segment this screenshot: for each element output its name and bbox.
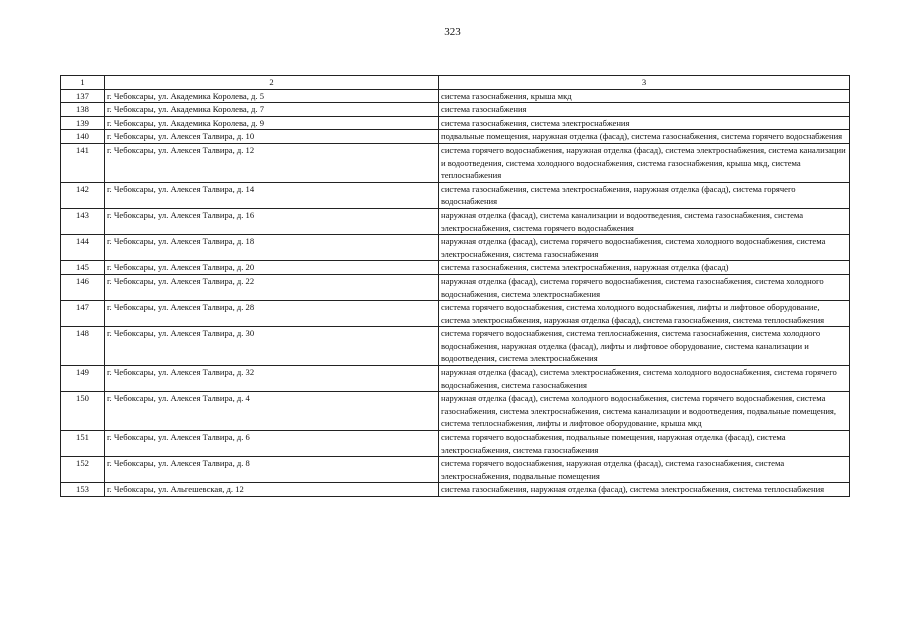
- works-cell: система газоснабжения, наружная отделка (фасад), система электроснабжения, система теплоснабжения: [439, 483, 850, 497]
- row-number: 138: [61, 103, 105, 117]
- row-number: 149: [61, 366, 105, 392]
- table-row: [61, 130, 850, 144]
- column-number-2: 2: [105, 76, 439, 90]
- address-cell: г. Чебоксары, ул. Алексея Талвира, д. 4: [105, 392, 439, 431]
- table-row: [61, 301, 850, 327]
- row-number: 148: [61, 327, 105, 366]
- works-cell: система горячего водоснабжения, система теплоснабжения, система газоснабжения, система холодного водоснабжения, наружная отделка (фасад), лифты и лифтовое оборудование, система канализации и водоотведения, система электроснабжения: [439, 327, 850, 366]
- table-row: [61, 483, 850, 497]
- address-cell: г. Чебоксары, ул. Алексея Талвира, д. 20: [105, 261, 439, 275]
- column-number-3: 3: [439, 76, 850, 90]
- works-cell: система горячего водоснабжения, система холодного водоснабжения, лифты и лифтовое оборудование, система электроснабжения, наружная отделка (фасад), система газоснабжения, система теплоснабжения: [439, 301, 850, 327]
- table-row: [61, 235, 850, 261]
- row-number: 146: [61, 274, 105, 300]
- table-row: [61, 274, 850, 300]
- works-cell: наружная отделка (фасад), система электроснабжения, система холодного водоснабжения, система горячего водоснабжения, система газоснабжения: [439, 366, 850, 392]
- address-cell: г. Чебоксары, ул. Алексея Талвира, д. 28: [105, 301, 439, 327]
- table-row: [61, 182, 850, 208]
- works-cell: наружная отделка (фасад), система холодного водоснабжения, система горячего водоснабжения, система газоснабжения, система электроснабжения, система канализации и водоотведения, подвальные помещения, система теплоснабжения, лифты и лифтовое оборудование, крыша мкд: [439, 392, 850, 431]
- row-number: 144: [61, 235, 105, 261]
- row-number: 150: [61, 392, 105, 431]
- registry-table-body: [61, 76, 850, 497]
- address-cell: г. Чебоксары, ул. Алексея Талвира, д. 10: [105, 130, 439, 144]
- address-cell: г. Чебоксары, ул. Альгешевская, д. 12: [105, 483, 439, 497]
- row-number: 152: [61, 457, 105, 483]
- row-number: 142: [61, 182, 105, 208]
- table-row: [61, 208, 850, 234]
- works-cell: система горячего водоснабжения, наружная отделка (фасад), система электроснабжения, система канализации и водоотведения, система холодного водоснабжения, система газоснабжения, крыша мкд, система теплоснабжения: [439, 143, 850, 182]
- works-cell: система газоснабжения, система электроснабжения: [439, 116, 850, 130]
- address-cell: г. Чебоксары, ул. Алексея Талвира, д. 14: [105, 182, 439, 208]
- table-row: [61, 116, 850, 130]
- row-number: 151: [61, 431, 105, 457]
- row-number: 140: [61, 130, 105, 144]
- works-cell: наружная отделка (фасад), система канализации и водоотведения, система газоснабжения, система электроснабжения, система горячего водоснабжения: [439, 208, 850, 234]
- table-row: [61, 261, 850, 275]
- table-row: [61, 457, 850, 483]
- page-number: 323: [444, 26, 461, 38]
- column-number-1: 1: [61, 76, 105, 90]
- works-cell: наружная отделка (фасад), система горячего водоснабжения, система газоснабжения, система холодного водоснабжения, система электроснабжения: [439, 274, 850, 300]
- registry-table: [60, 75, 850, 497]
- table-row: [61, 392, 850, 431]
- address-cell: г. Чебоксары, ул. Алексея Талвира, д. 8: [105, 457, 439, 483]
- address-cell: г. Чебоксары, ул. Академика Королева, д. 7: [105, 103, 439, 117]
- works-cell: система газоснабжения, система электроснабжения, наружная отделка (фасад): [439, 261, 850, 275]
- address-cell: г. Чебоксары, ул. Алексея Талвира, д. 22: [105, 274, 439, 300]
- table-row: [61, 431, 850, 457]
- table-row: [61, 103, 850, 117]
- address-cell: г. Чебоксары, ул. Академика Королева, д. 5: [105, 89, 439, 103]
- address-cell: г. Чебоксары, ул. Алексея Талвира, д. 6: [105, 431, 439, 457]
- row-number: 153: [61, 483, 105, 497]
- table-row: [61, 327, 850, 366]
- row-number: 141: [61, 143, 105, 182]
- works-cell: система горячего водоснабжения, подвальные помещения, наружная отделка (фасад), система электроснабжения, система газоснабжения: [439, 431, 850, 457]
- row-number: 147: [61, 301, 105, 327]
- address-cell: г. Чебоксары, ул. Алексея Талвира, д. 18: [105, 235, 439, 261]
- works-cell: система газоснабжения: [439, 103, 850, 117]
- row-number: 143: [61, 208, 105, 234]
- table-row: [61, 143, 850, 182]
- address-cell: г. Чебоксары, ул. Алексея Талвира, д. 32: [105, 366, 439, 392]
- row-number: 145: [61, 261, 105, 275]
- works-cell: система газоснабжения, система электроснабжения, наружная отделка (фасад), система горячего водоснабжения: [439, 182, 850, 208]
- table-row: [61, 366, 850, 392]
- works-cell: подвальные помещения, наружная отделка (фасад), система газоснабжения, система горячего водоснабжения: [439, 130, 850, 144]
- address-cell: г. Чебоксары, ул. Академика Королева, д. 9: [105, 116, 439, 130]
- works-cell: система газоснабжения, крыша мкд: [439, 89, 850, 103]
- column-number-row: [61, 76, 850, 90]
- address-cell: г. Чебоксары, ул. Алексея Талвира, д. 16: [105, 208, 439, 234]
- table-row: [61, 89, 850, 103]
- works-cell: система горячего водоснабжения, наружная отделка (фасад), система газоснабжения, система электроснабжения, подвальные помещения: [439, 457, 850, 483]
- address-cell: г. Чебоксары, ул. Алексея Талвира, д. 12: [105, 143, 439, 182]
- row-number: 139: [61, 116, 105, 130]
- address-cell: г. Чебоксары, ул. Алексея Талвира, д. 30: [105, 327, 439, 366]
- works-cell: наружная отделка (фасад), система горячего водоснабжения, система холодного водоснабжения, система электроснабжения, система газоснабжения: [439, 235, 850, 261]
- row-number: 137: [61, 89, 105, 103]
